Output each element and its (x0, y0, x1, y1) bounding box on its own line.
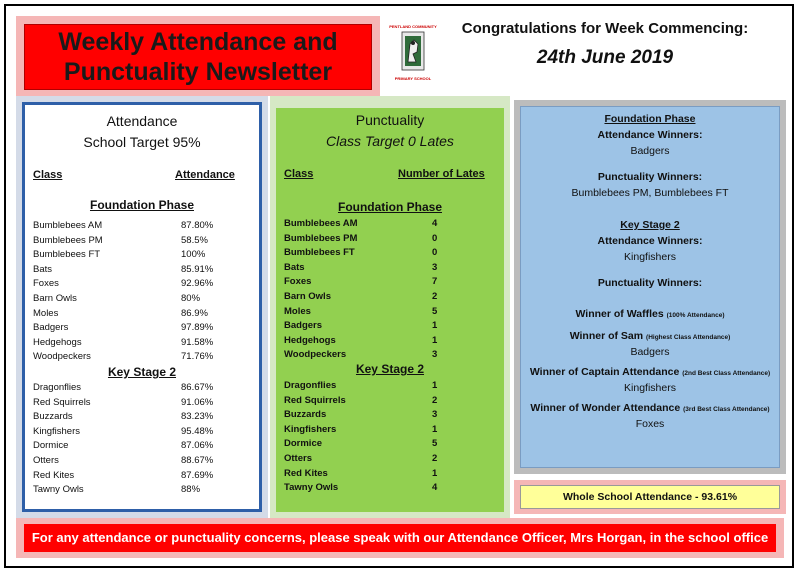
footer-notice: For any attendance or punctuality concerns, please speak with our Attendance Officer, Mrs Horgan, in the school office (24, 524, 776, 552)
attendance-ks2-value: 91.06% (181, 396, 214, 408)
punctuality-foundation-value: 1 (432, 334, 438, 346)
punctuality-ks2-class-name: Dragonflies (284, 380, 337, 391)
wonder-label: Winner of Wonder Attendance (530, 402, 681, 414)
attendance-foundation-value: 100% (181, 249, 206, 261)
punctuality-ks2-row (284, 379, 494, 393)
punctuality-ks2-row (284, 394, 494, 408)
punctuality-foundation-value: 1 (432, 320, 438, 332)
punctuality-ks2-class-name: Otters (284, 453, 312, 464)
attendance-ks2-class-name: Otters (33, 455, 59, 466)
fp-punctuality-winners-label: Punctuality Winners: (597, 171, 703, 183)
punctuality-foundation-row (284, 261, 494, 275)
punctuality-foundation-row (284, 348, 494, 362)
newsletter-title (24, 24, 372, 90)
punctuality-ks2-value: 1 (432, 423, 438, 435)
attendance-title: Attendance (106, 113, 178, 129)
punctuality-foundation-class-name: Bats (284, 261, 305, 273)
attendance-col-value: Attendance (175, 169, 235, 181)
punctuality-ks2-value: 2 (432, 453, 438, 464)
ks2-attendance-winners-label: Attendance Winners: (597, 235, 703, 247)
attendance-ks2-value: 83.23% (181, 411, 214, 423)
wonder-note: (3rd Best Class Attendance) (683, 406, 770, 413)
punctuality-foundation-value: 4 (432, 218, 438, 229)
attendance-ks2-value: 87.06% (181, 440, 214, 452)
attendance-foundation-row (33, 219, 243, 233)
punctuality-ks2-class-name: Tawny Owls (284, 482, 339, 494)
punctuality-ks2-row (284, 467, 494, 481)
week-date: 24th June 2019 (536, 47, 674, 68)
waffles-winner (521, 307, 779, 323)
punctuality-ks2-class-name: Kingfishers (284, 423, 337, 435)
punctuality-foundation-class-name: Barn Owls (284, 291, 331, 302)
attendance-ks2-class-name: Red Kites (33, 469, 75, 481)
attendance-panel (22, 102, 262, 512)
attendance-ks2-row (33, 454, 243, 468)
attendance-foundation-row (33, 350, 243, 364)
attendance-ks2-value: 95.48% (181, 425, 214, 437)
attendance-foundation-value: 58.5% (181, 234, 208, 246)
punctuality-ks2-class-name: Dormice (284, 438, 323, 450)
punctuality-foundation-class-name: Badgers (284, 320, 323, 332)
punctuality-foundation-value: 0 (432, 232, 438, 244)
attendance-ks2-class-name: Buzzards (33, 411, 73, 423)
attendance-foundation-class-name: Moles (33, 307, 59, 319)
attendance-foundation-row (33, 263, 243, 277)
punctuality-foundation-row (284, 275, 494, 289)
attendance-foundation-row (33, 277, 243, 291)
punctuality-foundation-row (284, 319, 494, 333)
punctuality-panel (276, 108, 504, 512)
punctuality-ks2-row (284, 437, 494, 451)
punctuality-ks2-value: 3 (432, 409, 438, 421)
attendance-foundation-class-name: Bats (33, 263, 53, 275)
fp-attendance-winners-label: Attendance Winners: (597, 129, 703, 141)
attendance-ks2-class-name: Dormice (33, 440, 69, 452)
punctuality-ks2-value: 1 (432, 380, 438, 391)
attendance-target: School Target 95% (83, 134, 201, 150)
title-line-2: Punctuality Newsletter (63, 58, 333, 86)
winners-panel (520, 106, 780, 468)
captain-label: Winner of Captain Attendance (529, 366, 680, 378)
punctuality-foundation-row (284, 334, 494, 348)
attendance-foundation-class-name: Badgers (33, 322, 69, 334)
attendance-ks2-class-name: Dragonflies (33, 382, 82, 393)
attendance-foundation-value: 87.80% (181, 220, 214, 231)
waffles-note: (100% Attendance) (666, 312, 725, 319)
punctuality-foundation-row (284, 217, 494, 231)
punctuality-foundation-class-name: Moles (284, 305, 311, 317)
punctuality-target: Class Target 0 Lates (326, 133, 454, 149)
punctuality-foundation-class-name: Hedgehogs (284, 334, 336, 346)
attendance-foundation-row (33, 321, 243, 335)
attendance-foundation-row (33, 307, 243, 321)
punctuality-ks2-class-name: Red Squirrels (284, 394, 346, 406)
title-line-1: Weekly Attendance and (58, 28, 338, 56)
punctuality-foundation-value: 0 (432, 247, 438, 259)
logo-top-text: PENTLAND COMMUNITY (389, 24, 437, 29)
sam-label: Winner of Sam (569, 330, 644, 342)
punctuality-foundation-heading: Foundation Phase (337, 200, 442, 214)
attendance-ks2-row (33, 469, 243, 483)
sam-winner (521, 329, 779, 345)
attendance-ks2-value: 87.69% (181, 469, 214, 481)
attendance-ks2-row (33, 439, 243, 453)
attendance-ks2-value: 86.67% (181, 382, 214, 393)
punctuality-ks2-class-name: Red Kites (284, 467, 328, 479)
attendance-ks2-value: 88.67% (181, 455, 214, 466)
waffles-label: Winner of Waffles (575, 308, 664, 320)
punctuality-foundation-class-name: Bumblebees AM (284, 218, 358, 229)
punctuality-ks2-class-name: Buzzards (284, 409, 327, 421)
punctuality-ks2-value: 2 (432, 394, 438, 406)
logo-bottom-text: PRIMARY SCHOOL (394, 76, 432, 81)
attendance-ks2-class-name: Red Squirrels (33, 396, 91, 408)
punctuality-foundation-row (284, 232, 494, 246)
captain-winner (521, 365, 779, 381)
congrats-label: Congratulations for Week Commencing: (461, 20, 749, 37)
attendance-foundation-class-name: Bumblebees FT (33, 249, 101, 261)
punctuality-ks2-row (284, 452, 494, 466)
attendance-ks2-class-name: Tawny Owls (33, 484, 84, 496)
attendance-ks2-row (33, 410, 243, 424)
punctuality-foundation-value: 3 (432, 349, 438, 361)
attendance-foundation-row (33, 248, 243, 262)
sam-winner-value: Badgers (630, 346, 670, 358)
captain-winner-value: Kingfishers (624, 382, 676, 394)
attendance-foundation-value: 80% (181, 293, 201, 304)
punctuality-foundation-class-name: Woodpeckers (284, 349, 347, 361)
attendance-ks2-row (33, 483, 243, 497)
punctuality-foundation-value: 5 (432, 305, 438, 317)
attendance-foundation-class-name: Woodpeckers (33, 351, 91, 363)
school-logo (388, 18, 438, 88)
punctuality-ks2-value: 4 (432, 482, 438, 494)
punctuality-foundation-row (284, 305, 494, 319)
punctuality-col-value: Number of Lates (398, 168, 485, 180)
punctuality-ks2-value: 1 (432, 467, 438, 479)
attendance-ks2-row (33, 381, 243, 395)
whole-school-attendance: Whole School Attendance - 93.61% (520, 485, 780, 509)
attendance-ks2-value: 88% (181, 484, 201, 496)
punctuality-ks2-heading: Key Stage 2 (355, 362, 425, 376)
attendance-foundation-value: 71.76% (181, 351, 214, 363)
winners-ks2-heading: Key Stage 2 (620, 219, 680, 231)
punctuality-ks2-row (284, 481, 494, 495)
punctuality-foundation-class-name: Foxes (284, 276, 312, 288)
ks2-punctuality-winners-label: Punctuality Winners: (597, 277, 703, 289)
attendance-foundation-heading: Foundation Phase (89, 198, 194, 212)
winners-foundation-heading: Foundation Phase (604, 113, 696, 125)
punctuality-foundation-row (284, 246, 494, 260)
punctuality-ks2-row (284, 408, 494, 422)
attendance-foundation-class-name: Bumblebees PM (33, 234, 103, 246)
attendance-foundation-value: 91.58% (181, 336, 214, 348)
punctuality-foundation-value: 2 (432, 291, 438, 302)
wonder-winner (521, 401, 779, 417)
ks2-attendance-winners-value: Kingfishers (624, 251, 676, 263)
punctuality-title: Punctuality (355, 112, 425, 128)
attendance-foundation-class-name: Foxes (33, 278, 59, 290)
attendance-foundation-value: 97.89% (181, 322, 214, 334)
punctuality-col-class: Class (284, 168, 314, 180)
attendance-foundation-class-name: Barn Owls (33, 293, 77, 304)
attendance-foundation-row (33, 292, 243, 306)
attendance-col-class: Class (33, 169, 63, 181)
punctuality-ks2-row (284, 423, 494, 437)
wonder-winner-value: Foxes (635, 418, 665, 430)
attendance-foundation-row (33, 336, 243, 350)
punctuality-foundation-value: 7 (432, 276, 438, 288)
attendance-foundation-row (33, 234, 243, 248)
fp-attendance-winners-value: Badgers (630, 145, 670, 157)
punctuality-ks2-value: 5 (432, 438, 438, 450)
attendance-ks2-row (33, 396, 243, 410)
punctuality-foundation-class-name: Bumblebees PM (284, 232, 358, 244)
punctuality-foundation-class-name: Bumblebees FT (284, 247, 355, 259)
attendance-foundation-class-name: Bumblebees AM (33, 220, 103, 231)
attendance-foundation-value: 86.9% (181, 307, 208, 319)
congratulations-header (450, 20, 760, 69)
attendance-ks2-class-name: Kingfishers (33, 425, 80, 437)
sam-note: (Highest Class Attendance) (646, 334, 731, 341)
punctuality-foundation-row (284, 290, 494, 304)
attendance-foundation-value: 92.96% (181, 278, 214, 290)
punctuality-foundation-value: 3 (432, 261, 438, 273)
captain-note: (2nd Best Class Attendance) (682, 370, 771, 377)
attendance-foundation-value: 85.91% (181, 263, 214, 275)
attendance-ks2-heading: Key Stage 2 (107, 365, 177, 379)
attendance-ks2-row (33, 425, 243, 439)
attendance-foundation-class-name: Hedgehogs (33, 336, 82, 348)
fp-punctuality-winners-value: Bumblebees PM, Bumblebees FT (571, 187, 729, 199)
